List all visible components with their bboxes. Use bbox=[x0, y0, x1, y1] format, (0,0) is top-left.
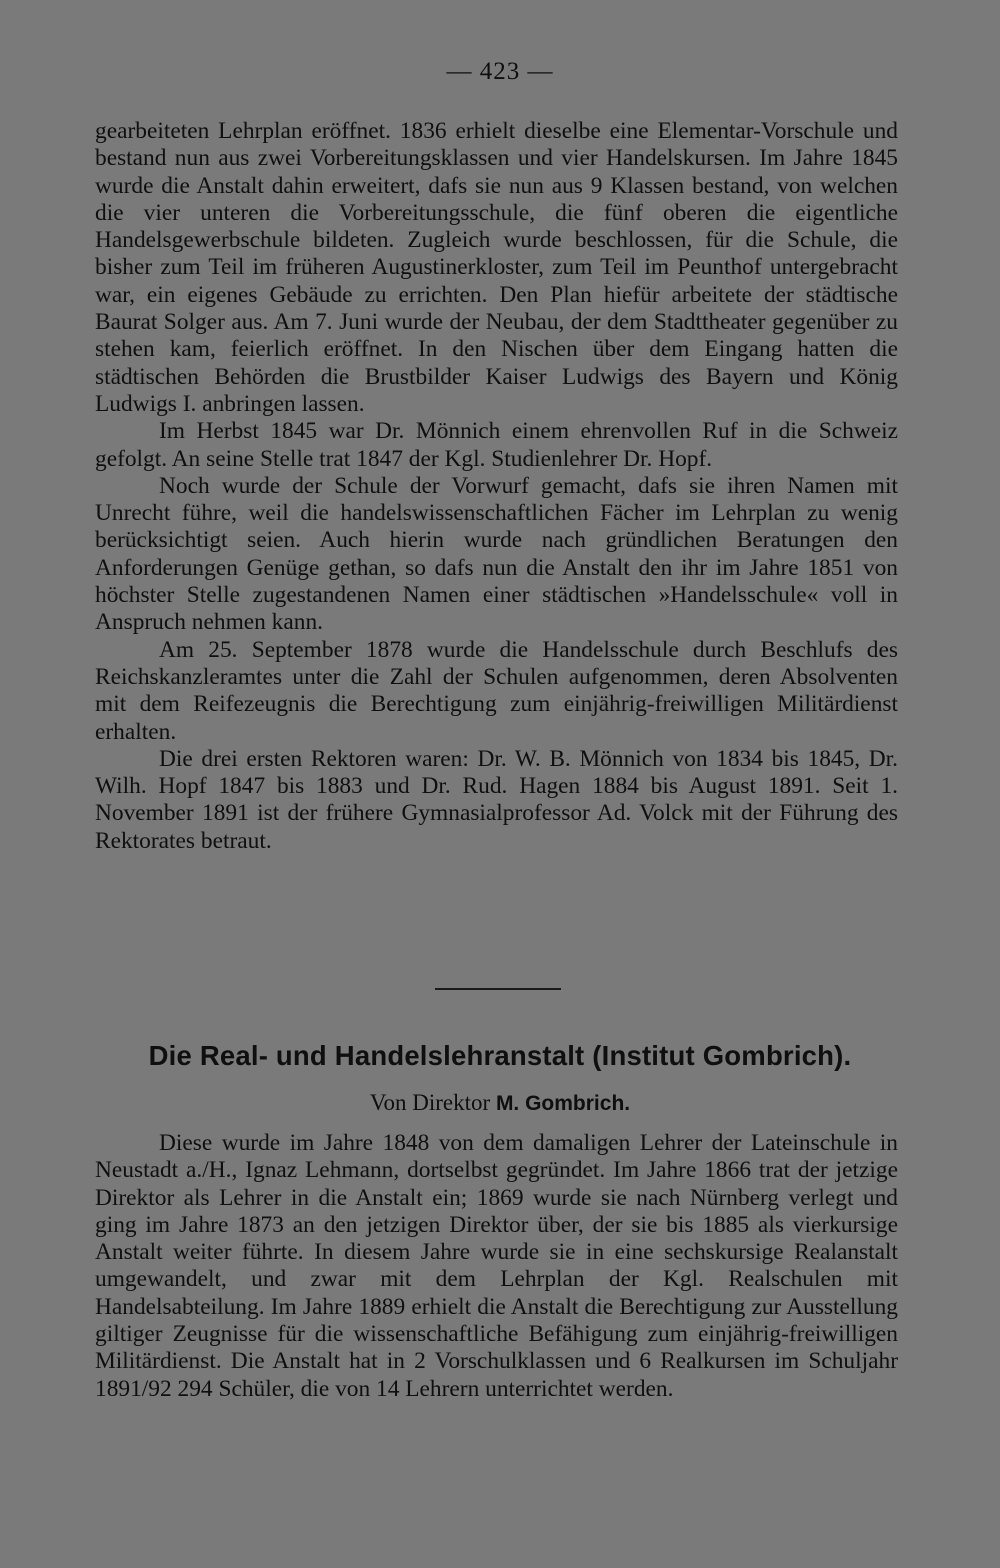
paragraph: Noch wurde der Schule der Vorwurf gemacht, dafs sie ihren Namen mit Unrecht führe, weil die handelswissenschaftlichen Fächer im Lehrplan zu wenig berücksichtigt seien. Auch hierin wurde nach gründlichen Beratungen den Anforderungen Genüge gethan, so dafs nun die Anstalt den ihr im Jahre 1851 von höchster Stelle zugestandenen Namen einer städtischen »Handelsschule« voll in Anspruch nehmen kann. bbox=[95, 472, 898, 636]
section-rektoren-text bbox=[95, 118, 898, 855]
paragraph: Im Herbst 1845 war Dr. Mönnich einem ehrenvollen Ruf in die Schweiz gefolgt. An seine Stelle trat 1847 der Kgl. Studienlehrer Dr. Hopf. bbox=[95, 418, 898, 472]
paragraph: Am 25. September 1878 wurde die Handelsschule durch Beschlufs des Reichskanzleramtes unter die Zahl der Schulen aufgenommen, deren Absolventen mit dem Reifezeugnis die Berechtigung zum einjährig-freiwilligen Militärdienst erhalten. bbox=[95, 636, 898, 745]
section-divider bbox=[435, 988, 561, 990]
byline-author: M. Gombrich. bbox=[495, 1092, 631, 1115]
section-gombrich-text bbox=[95, 1130, 898, 1403]
paragraph: Die drei ersten Rektoren waren: Dr. W. B. Mönnich von 1834 bis 1845, Dr. Wilh. Hopf 1847 bis 1883 und Dr. Rud. Hagen 1884 bis August 1891. Seit 1. November 1891 ist der frühere Gymnasialprofessor Ad. Volck mit der Führung des Rektorates betraut. bbox=[95, 745, 898, 854]
byline-prefix: Von Direktor bbox=[369, 1090, 491, 1115]
page-number: — 423 — bbox=[446, 58, 554, 85]
paragraph: Diese wurde im Jahre 1848 von dem damaligen Lehrer der Lateinschule in Neustadt a./H., Ignaz Lehmann, dortselbst gegründet. Im Jahre 1866 trat der jetzige Direktor als Lehrer in die Anstalt ein; 1869 wurde sie nach Nürnberg verlegt und ging im Jahre 1873 an den jetzigen Direktor über, der sie bis 1885 als vierkursige Anstalt weiter führte. In diesem Jahre wurde sie in eine sechskursige Realanstalt umgewandelt, und zwar mit dem Lehrplan der Kgl. Realschulen mit Handelsabteilung. Im Jahre 1889 erhielt die Anstalt die Berechtigung zur Ausstellung giltiger Zeugnisse für die wissenschaftliche Befähigung zum einjährig-freiwilligen Militärdienst. Die Anstalt hat in 2 Vorschulklassen und 6 Realkursen im Schuljahr 1891/92 294 Schüler, die von 14 Lehrern unterrichtet werden. bbox=[95, 1130, 898, 1402]
paragraph: gearbeiteten Lehrplan eröffnet. 1836 erhielt dieselbe eine Elementar-Vorschule und bestand nun aus zwei Vorbereitungsklassen und vier Handelskursen. Im Jahre 1845 wurde die Anstalt dahin erweitert, dafs sie nun aus 9 Klassen bestand, von welchen die vier unteren die Vorbereitungsschule, die fünf oberen die eigentliche Handelsgewerbschule bildeten. Zugleich wurde beschlossen, für die Schule, die bisher zum Teil im früheren Augustinerkloster, zum Teil im Peunthof untergebracht war, ein eigenes Gebäude zu errichten. Den Plan hiefür arbeitete der städtische Baurat Solger aus. Am 7. Juni wurde der Neubau, der dem Stadttheater gegenüber zu stehen kam, feierlich eröffnet. In den Nischen über dem Eingang hatten die städtischen Behörden die Brustbilder Kaiser Ludwigs des Bayern und König Ludwigs I. anbringen lassen. bbox=[95, 118, 898, 417]
byline bbox=[0, 1090, 1000, 1116]
section-heading: Die Real- und Handelslehranstalt (Institut Gombrich). bbox=[148, 1040, 852, 1071]
